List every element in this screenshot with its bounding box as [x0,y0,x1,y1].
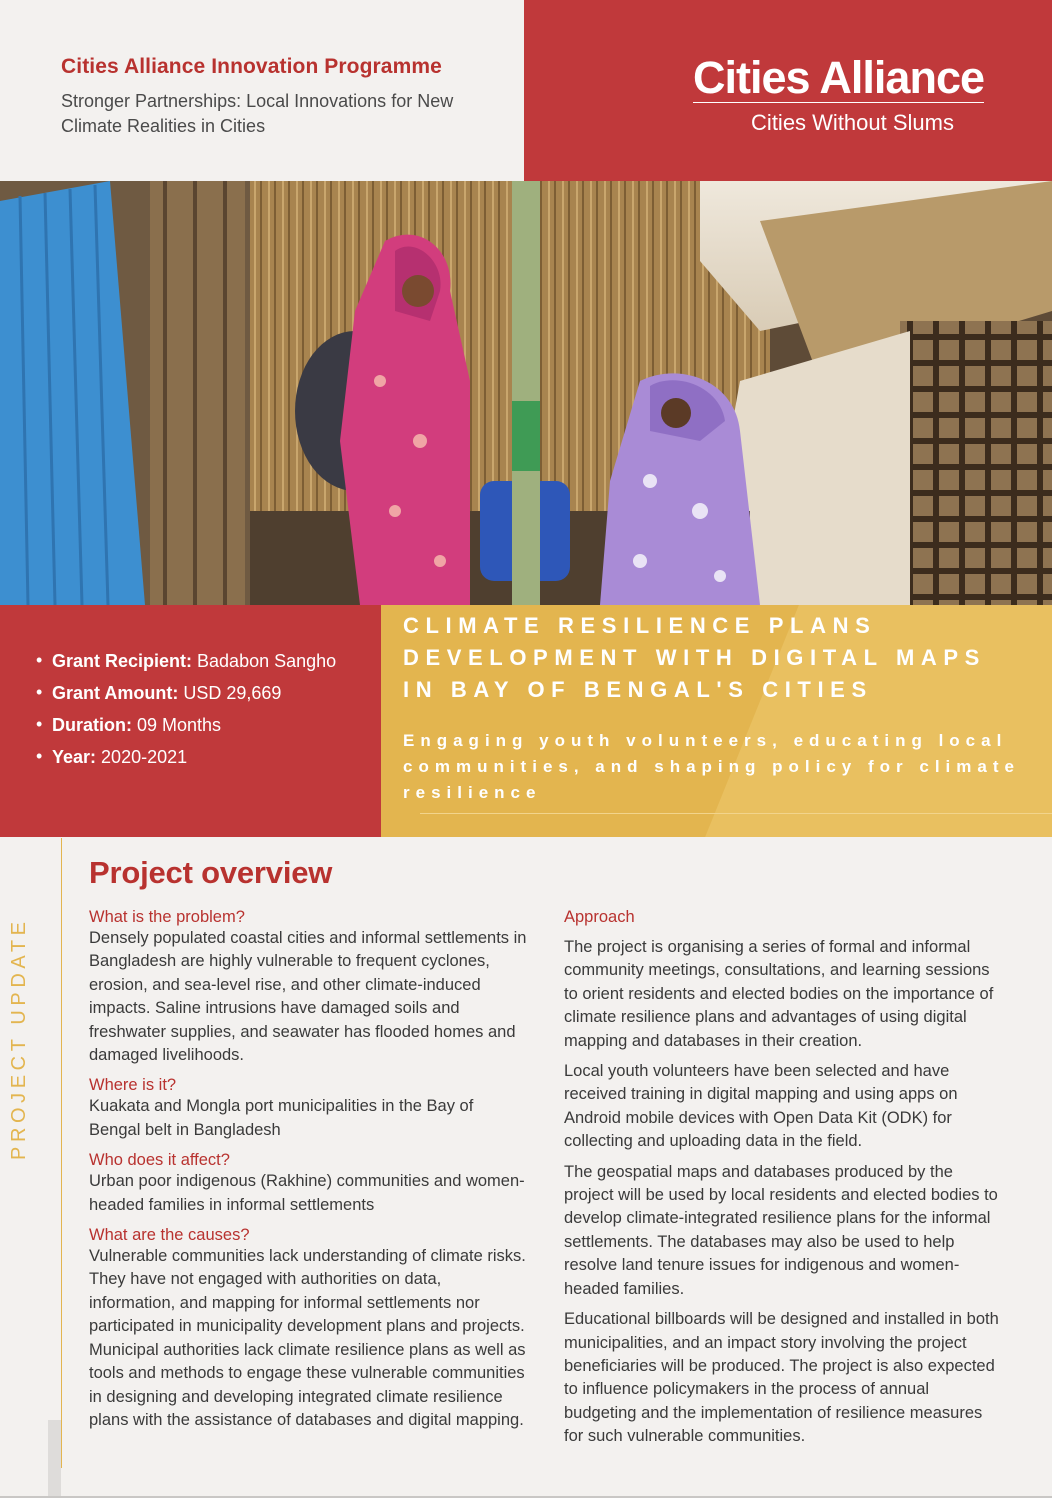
grant-amount-label: Grant Amount: [52,683,179,703]
problem-heading: What is the problem? [89,908,245,926]
side-rule [61,838,62,1468]
approach-heading: Approach [564,908,635,926]
approach-paragraph: The project is organising a series of formal and informal community meetings, consultations, and learning sessions to orient residents and elected bodies on the importance of climate resilience plans and advantages of using digital mapping and databases in their creation. [564,938,994,1050]
grant-recipient-label: Grant Recipient: [52,651,193,671]
causes-heading: What are the causes? [89,1226,250,1245]
cover-photo [0,181,1052,605]
grant-info-list [36,645,381,773]
causes-text: Vulnerable communities lack understanding of climate risks. They have not engaged with authorities on data, information, and mapping for informal settlements nor participated in municipality development plans and projects. Municipal authorities lack climate resilience plans as well as tools and methods to engage these vulnerable communities in designing and developing integrated climate resilience plans with the assistance of databases and digital mapping. [89,1247,526,1429]
project-title: CLIMATE RESILIENCE PLANS DEVELOPMENT WITH DIGITAL MAPS IN BAY OF BENGAL'S CITIES [403,613,986,702]
grant-amount-value: USD 29,669 [178,683,282,703]
duration-label: Duration: [52,715,132,735]
project-update-label: PROJECT UPDATE [8,917,30,1160]
programme-title: Cities Alliance Innovation Programme [61,55,442,78]
grant-recipient-item [36,645,381,677]
project-overview-section [89,855,1029,1446]
programme-tagline: Stronger Partnerships: Local Innovations for New Climate Realities in Cities [61,91,454,136]
location-text: Kuakata and Mongla port municipalities in the Bay of Bengal belt in Bangladesh [89,1097,474,1139]
affected-heading: Who does it affect? [89,1151,230,1170]
grant-amount-item [36,677,381,709]
affected-text: Urban poor indigenous (Rakhine) communities and women-headed families in informal settlements [89,1172,525,1214]
year-value: 2020-2021 [96,747,188,767]
project-subtitle: Engaging youth volunteers, educating local communities, and shaping policy for climate resilience [403,731,1020,802]
grant-recipient-value: Badabon Sangho [192,651,337,671]
approach-paragraph: Educational billboards will be designed and installed in both municipalities, and an impact story involving the project beneficiaries will be produced. The project is also expected to influence policymakers in the process of annual budgeting and the implementation of resilience measures for such vulnerable communities. [564,1310,999,1446]
duration-value: 09 Months [132,715,222,735]
grant-info-panel [0,605,381,837]
year-label: Year: [52,747,97,767]
overview-title: Project overview [89,855,333,890]
approach-paragraph: The geospatial maps and databases produced by the project will be used by local residents and elected bodies to develop climate-integrated resilience plans for the informal settlements. The databases may also be used to help resolve land tenure issues for indigenous and women-headed families. [564,1162,998,1298]
problem-text: Densely populated coastal cities and informal settlements in Bangladesh are highly vulnerable to frequent cyclones, erosion, and sea-level rise, and other climate-induced impacts. Saline intrusions have damaged soils and freshwater supplies, and seawater has flooded homes and damaged livelihoods. [89,929,527,1065]
location-heading: Where is it? [89,1076,177,1095]
side-grey-block [48,1420,61,1498]
header-left [0,0,524,181]
year-item [36,741,381,773]
duration-item [36,709,381,741]
title-banner [381,605,1052,837]
approach-paragraph: Local youth volunteers have been selected and have received training in digital mapping and using apps on Android mobile devices with Open Data Kit (ODK) for collecting and uploading data in the field. [564,1062,958,1151]
logo-panel [524,0,1052,181]
cities-alliance-logo: Cities Alliance [693,52,984,103]
logo-subtitle: Cities Without Slums [751,110,954,135]
overview-right-column [564,907,1004,1449]
photo-two-women-in-settlement [0,181,1052,605]
overview-left-column [89,907,529,1432]
banner-divider [420,813,1052,823]
